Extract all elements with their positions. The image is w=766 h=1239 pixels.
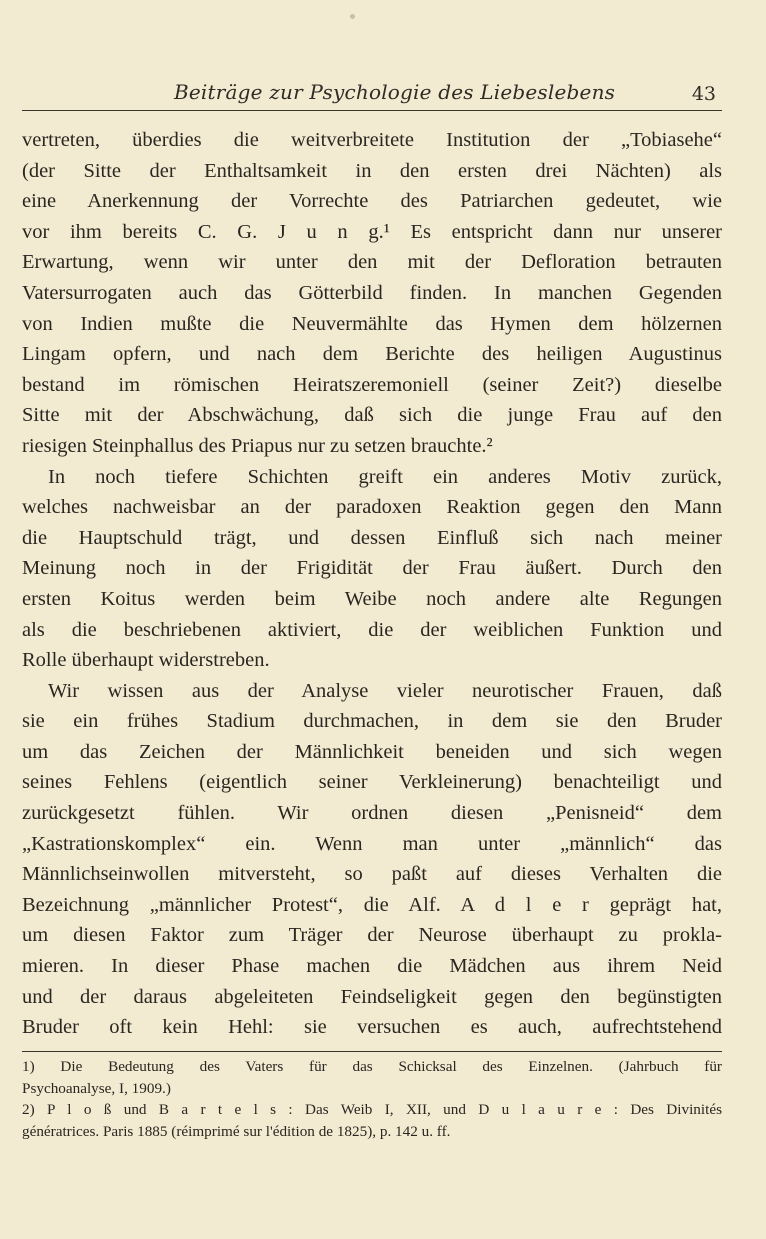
footnotes — [22, 1056, 722, 1142]
text-line: mieren. In dieser Phase machen die Mädchen aus ihrem Neid — [22, 955, 722, 978]
page-header — [22, 78, 722, 110]
text-line: vor ihm bereits C. G. J u n g.¹ Es entspricht dann nur unserer — [22, 220, 722, 243]
text-line: als die beschriebenen aktiviert, die der weiblichen Funktion und — [22, 618, 722, 641]
text-line: Meinung noch in der Frigidität der Frau äußert. Durch den — [22, 557, 722, 580]
footnote-rule — [22, 1051, 722, 1052]
text-line: Wir wissen aus der Analyse vieler neurotischer Frauen, daß — [48, 679, 722, 702]
paper-speck — [350, 14, 355, 19]
text-line: sie ein frühes Stadium durchmachen, in dem sie den Bruder — [22, 710, 722, 733]
running-title: Beiträge zur Psychologie des Liebeslebens — [174, 80, 616, 104]
text-line: Rolle überhaupt widerstreben. — [22, 649, 270, 672]
text-line: um das Zeichen der Männlichkeit beneiden und sich wegen — [22, 740, 722, 763]
text-line: zurückgesetzt fühlen. Wir ordnen diesen „Penisneid“ dem — [22, 802, 722, 825]
text-line: um diesen Faktor zum Träger der Neurose überhaupt zu prokla- — [22, 924, 722, 947]
text-line: seines Fehlens (eigentlich seiner Verkleinerung) benachteiligt und — [22, 771, 722, 794]
text-line: welches nachweisbar an der paradoxen Reaktion gegen den Mann — [22, 496, 722, 519]
footnote-line: 2) P l o ß und B a r t e l s : Das Weib I, XII, und D u l a u r e : Des Divinités — [22, 1101, 722, 1118]
text-line: und der daraus abgeleiteten Feindseligkeit gegen den begünstigten — [22, 985, 722, 1008]
text-line: Lingam opfern, und nach dem Berichte des heiligen Augustinus — [22, 343, 722, 366]
text-line: die Hauptschuld trägt, und dessen Einfluß sich nach meiner — [22, 526, 722, 549]
text-line: riesigen Steinphallus des Priapus nur zu setzen brauchte.² — [22, 434, 493, 457]
text-line: Erwartung, wenn wir unter den mit der Defloration betrauten — [22, 251, 722, 274]
footnote-line: 1) Die Bedeutung des Vaters für das Schicksal des Einzelnen. (Jahrbuch für — [22, 1058, 722, 1075]
text-line: Bezeichnung „männlicher Protest“, die Alf. A d l e r geprägt hat, — [22, 893, 722, 916]
footnote-line: Psychoanalyse, I, 1909.) — [22, 1079, 171, 1097]
footnote-line: génératrices. Paris 1885 (réimprimé sur l'édition de 1825), p. 142 u. ff. — [22, 1122, 451, 1140]
text-line: Vatersurrogaten auch das Götterbild finden. In manchen Gegenden — [22, 281, 722, 304]
text-line: In noch tiefere Schichten greift ein anderes Motiv zurück, — [48, 465, 722, 488]
text-line: ersten Koitus werden beim Weibe noch andere alte Regungen — [22, 587, 722, 610]
text-line: Männlichseinwollen mitversteht, so paßt auf dieses Verhalten die — [22, 863, 722, 886]
body-text — [22, 125, 722, 1043]
text-line: Bruder oft kein Hehl: sie versuchen es auch, aufrechtstehend — [22, 1016, 722, 1039]
text-line: „Kastrationskomplex“ ein. Wenn man unter „männlich“ das — [22, 832, 722, 855]
text-line: Sitte mit der Abschwächung, daß sich die junge Frau auf den — [22, 404, 722, 427]
text-line: vertreten, überdies die weitverbreitete Institution der „Tobiasehe“ — [22, 129, 722, 151]
page-number: 43 — [691, 83, 716, 105]
text-line: von Indien mußte die Neuvermählte das Hymen dem hölzernen — [22, 312, 722, 335]
text-line: (der Sitte der Enthaltsamkeit in den ersten drei Nächten) als — [22, 159, 722, 182]
text-line: bestand im römischen Heiratszeremoniell (seiner Zeit?) dieselbe — [22, 373, 722, 396]
text-line: eine Anerkennung der Vorrechte des Patriarchen gedeutet, wie — [22, 190, 722, 213]
header-rule — [22, 110, 722, 111]
